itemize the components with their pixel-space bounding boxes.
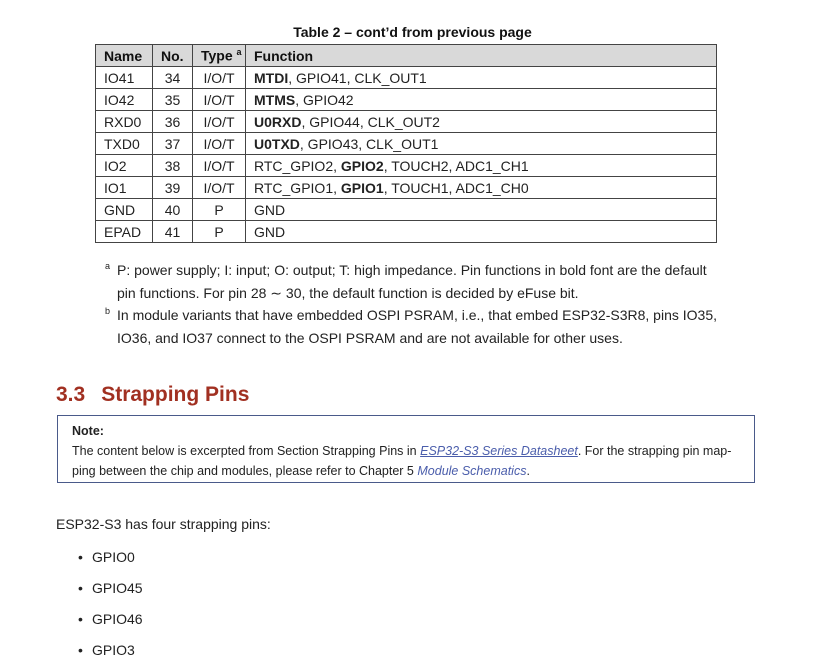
header-type-label: Type [201, 47, 233, 64]
cell-type: I/O/T [193, 177, 246, 199]
function-rest: , TOUCH1, ADC1_CH0 [383, 179, 529, 196]
function-prefix: RTC_GPIO2, [254, 157, 341, 174]
note-text-2: . For the strapping pin map-ping between the chip and modules, please refer to Chapter 5 [72, 444, 732, 478]
bullet-icon: • [78, 580, 83, 596]
table-row [96, 89, 717, 111]
function-prefix: RTC_GPIO1, [254, 179, 341, 196]
cell-type: P [193, 199, 246, 221]
cell-name: GND [96, 199, 153, 221]
cell-type: P [193, 221, 246, 243]
cell-function [246, 221, 717, 243]
cell-name: IO2 [96, 155, 153, 177]
cell-type: I/O/T [193, 155, 246, 177]
cell-no: 36 [153, 111, 193, 133]
function-prefix: GND [254, 223, 286, 240]
function-rest: , TOUCH2, ADC1_CH1 [383, 157, 529, 174]
cell-name: RXD0 [96, 111, 153, 133]
function-rest: , GPIO41, CLK_OUT1 [288, 69, 427, 86]
list-item [78, 546, 143, 577]
cell-function [246, 89, 717, 111]
function-default: MTDI [254, 69, 289, 86]
cell-type: I/O/T [193, 89, 246, 111]
cell-function [246, 67, 717, 89]
table-row [96, 67, 717, 89]
cell-no: 38 [153, 155, 193, 177]
footnote-a-mark: a [105, 261, 111, 271]
cell-function [246, 133, 717, 155]
table-row [96, 133, 717, 155]
note-body [72, 441, 740, 481]
note-text-3: . [526, 464, 530, 478]
table-row [96, 177, 717, 199]
cell-type: I/O/T [193, 67, 246, 89]
function-default: GPIO1 [340, 179, 384, 196]
footnote-a-text: P: power supply; I: input; O: output; T: high impedance. Pin functions in bold font are the default pin functions. For pin 28 ∼ 30, the default function is decided by eFuse bit. [117, 262, 707, 301]
list-item [78, 577, 143, 608]
list-item [78, 608, 143, 639]
function-default: U0RXD [254, 113, 302, 130]
bullet-icon: • [78, 549, 83, 565]
cell-function [246, 177, 717, 199]
note-box [57, 415, 755, 483]
strapping-pin-list [78, 546, 143, 670]
header-type-footnote-mark: a [236, 47, 242, 58]
table-header-row [96, 45, 717, 67]
function-default: GPIO2 [340, 157, 384, 174]
cell-name: IO1 [96, 177, 153, 199]
table-footnotes [105, 259, 725, 349]
cell-name: EPAD [96, 221, 153, 243]
cell-function [246, 111, 717, 133]
section-title: Strapping Pins [101, 383, 250, 406]
footnote-b-text: In module variants that have embedded OSPI PSRAM, i.e., that embed ESP32-S3R8, pins IO35, IO36, and IO37 connect to the OSPI PSRAM and are not available for other uses. [117, 307, 717, 346]
cell-name: IO41 [96, 67, 153, 89]
cell-type: I/O/T [193, 111, 246, 133]
function-default: U0TXD [254, 135, 300, 152]
function-rest: , GPIO44, CLK_OUT2 [301, 113, 440, 130]
cell-no: 34 [153, 67, 193, 89]
bullet-icon: • [78, 642, 83, 658]
note-title: Note: [72, 424, 104, 438]
cell-no: 35 [153, 89, 193, 111]
list-item-text: GPIO0 [92, 549, 135, 565]
header-no: No. [153, 45, 193, 67]
function-rest: , GPIO42 [295, 91, 354, 108]
function-rest: , GPIO43, CLK_OUT1 [299, 135, 439, 152]
table-row [96, 155, 717, 177]
module-schematics-link[interactable]: Module Schematics [417, 464, 527, 478]
section-heading [56, 383, 249, 407]
cell-no: 39 [153, 177, 193, 199]
cell-no: 40 [153, 199, 193, 221]
cell-type: I/O/T [193, 133, 246, 155]
list-item-text: GPIO46 [92, 611, 143, 627]
header-function: Function [246, 45, 717, 67]
function-prefix: GND [254, 201, 286, 218]
cell-name: IO42 [96, 89, 153, 111]
list-item-text: GPIO3 [92, 642, 135, 658]
cell-function [246, 199, 717, 221]
note-text-1: The content below is excerpted from Section Strapping Pins in [72, 444, 421, 458]
footnote-a [105, 259, 725, 304]
footnote-b [105, 304, 725, 349]
strapping-intro: ESP32-S3 has four strapping pins: [56, 516, 271, 532]
cell-function [246, 155, 717, 177]
section-number: 3.3 [56, 383, 86, 406]
table-row [96, 199, 717, 221]
pin-table [95, 44, 717, 243]
bullet-icon: • [78, 611, 83, 627]
footnote-b-mark: b [105, 306, 111, 316]
datasheet-link[interactable]: ESP32-S3 Series Datasheet [420, 444, 578, 458]
list-item [78, 639, 143, 670]
cell-name: TXD0 [96, 133, 153, 155]
table-caption: Table 2 – cont’d from previous page [293, 24, 532, 40]
list-item-text: GPIO45 [92, 580, 143, 596]
table-row [96, 111, 717, 133]
header-name: Name [96, 45, 153, 67]
function-default: MTMS [254, 91, 296, 108]
cell-no: 37 [153, 133, 193, 155]
header-type [193, 45, 246, 67]
cell-no: 41 [153, 221, 193, 243]
table-row [96, 221, 717, 243]
